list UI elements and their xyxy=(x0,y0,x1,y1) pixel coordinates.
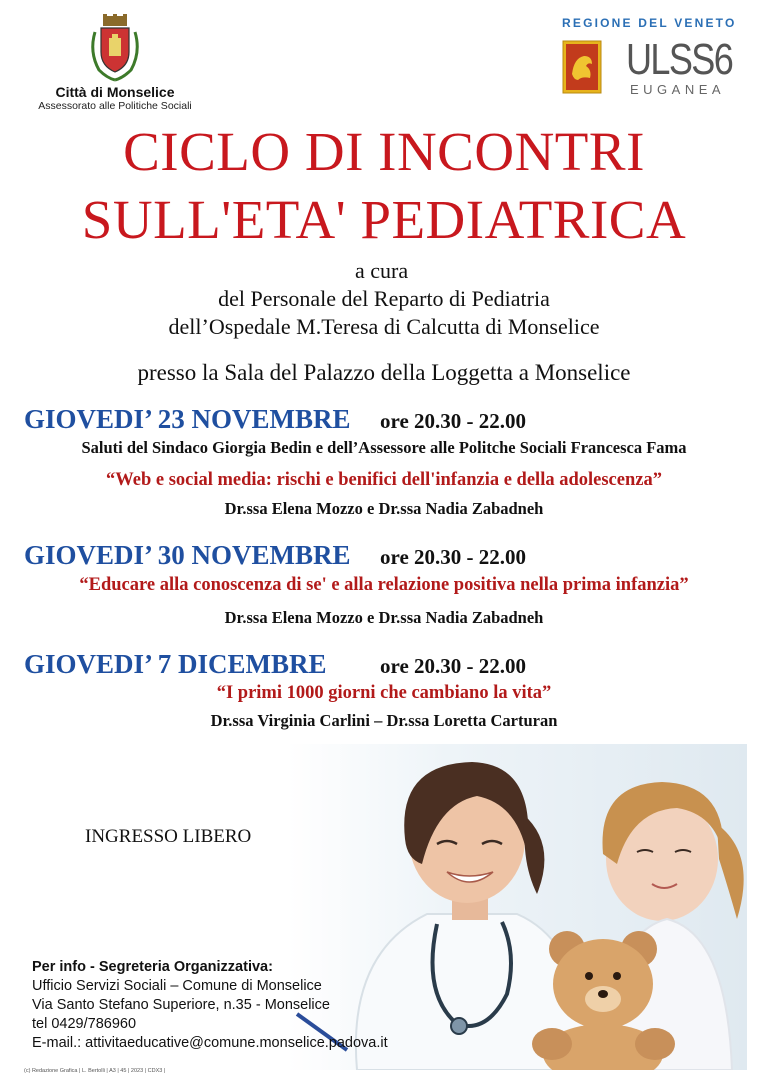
title-line-2: SULL'ETA' PEDIATRICA xyxy=(81,189,687,250)
region-label: REGIONE DEL VENETO xyxy=(562,16,737,30)
info-heading: Per info - Segreteria Organizzativa: xyxy=(32,959,273,975)
veneto-lion-icon xyxy=(562,40,602,94)
event-date: GIOVEDI’ 7 DICEMBRE xyxy=(24,649,327,679)
event-1-talk: “Web e social media: rischi e benifici dell'infanzia e della adolescenza” xyxy=(106,470,662,490)
free-entry-label: INGRESSO LIBERO xyxy=(85,826,252,847)
event-1-time: ore 20.30 - 22.00 xyxy=(380,409,527,433)
event-date: GIOVEDI’ 23 NOVEMBRE xyxy=(24,404,351,434)
info-phone: tel 0429/786960 xyxy=(32,1016,137,1032)
info-office: Ufficio Servizi Sociali – Comune di Monselice xyxy=(32,978,322,994)
info-address: Via Santo Stefano Superiore, n.35 - Monselice xyxy=(32,997,330,1013)
event-1-note: Saluti del Sindaco Giorgia Bedin e dell’Assessore alle Politche Sociali Francesca Fama xyxy=(81,438,687,457)
event-3-talk: “I primi 1000 giorni che cambiano la vita” xyxy=(216,683,552,703)
ulss-logo-text: ULSS6 xyxy=(626,35,733,84)
event-2-header xyxy=(24,540,351,570)
intro-staff: del Personale del Reparto di Pediatria xyxy=(218,286,550,311)
title-line-1: CICLO DI INCONTRI xyxy=(123,121,645,182)
city-logo-block xyxy=(30,12,200,112)
city-name: Città di Monselice xyxy=(55,84,175,100)
city-crest-icon xyxy=(85,12,145,82)
event-2-speakers: Dr.ssa Elena Mozzo e Dr.ssa Nadia Zabadneh xyxy=(224,608,544,627)
ulss-subtitle: EUGANEA xyxy=(630,82,726,97)
info-email: E-mail.: attivitaeducative@comune.monselice.padova.it xyxy=(32,1035,388,1051)
event-1-speakers: Dr.ssa Elena Mozzo e Dr.ssa Nadia Zabadneh xyxy=(224,499,544,518)
event-2-talk: “Educare alla conoscenza di se' e alla relazione positiva nella prima infanzia” xyxy=(79,575,689,595)
footer-credit: (c) Redazione Grafica | L. Bertolli | A3 | 45 | 2023 | CDX3 | xyxy=(24,1068,166,1074)
event-1-header xyxy=(24,404,351,434)
event-3-time: ore 20.30 - 22.00 xyxy=(380,654,527,678)
event-3-header xyxy=(24,649,327,679)
info-block xyxy=(32,958,388,1053)
intro-acura: a cura xyxy=(355,258,409,283)
intro-venue: presso la Sala del Palazzo della Loggetta a Monselice xyxy=(137,360,631,385)
event-2-time: ore 20.30 - 22.00 xyxy=(380,545,527,569)
event-date: GIOVEDI’ 30 NOVEMBRE xyxy=(24,540,351,570)
intro-hospital: dell’Ospedale M.Teresa di Calcutta di Monselice xyxy=(168,314,600,339)
city-department: Assessorato alle Politiche Sociali xyxy=(38,100,192,112)
event-3-speakers: Dr.ssa Virginia Carlini – Dr.ssa Loretta Carturan xyxy=(210,711,558,730)
